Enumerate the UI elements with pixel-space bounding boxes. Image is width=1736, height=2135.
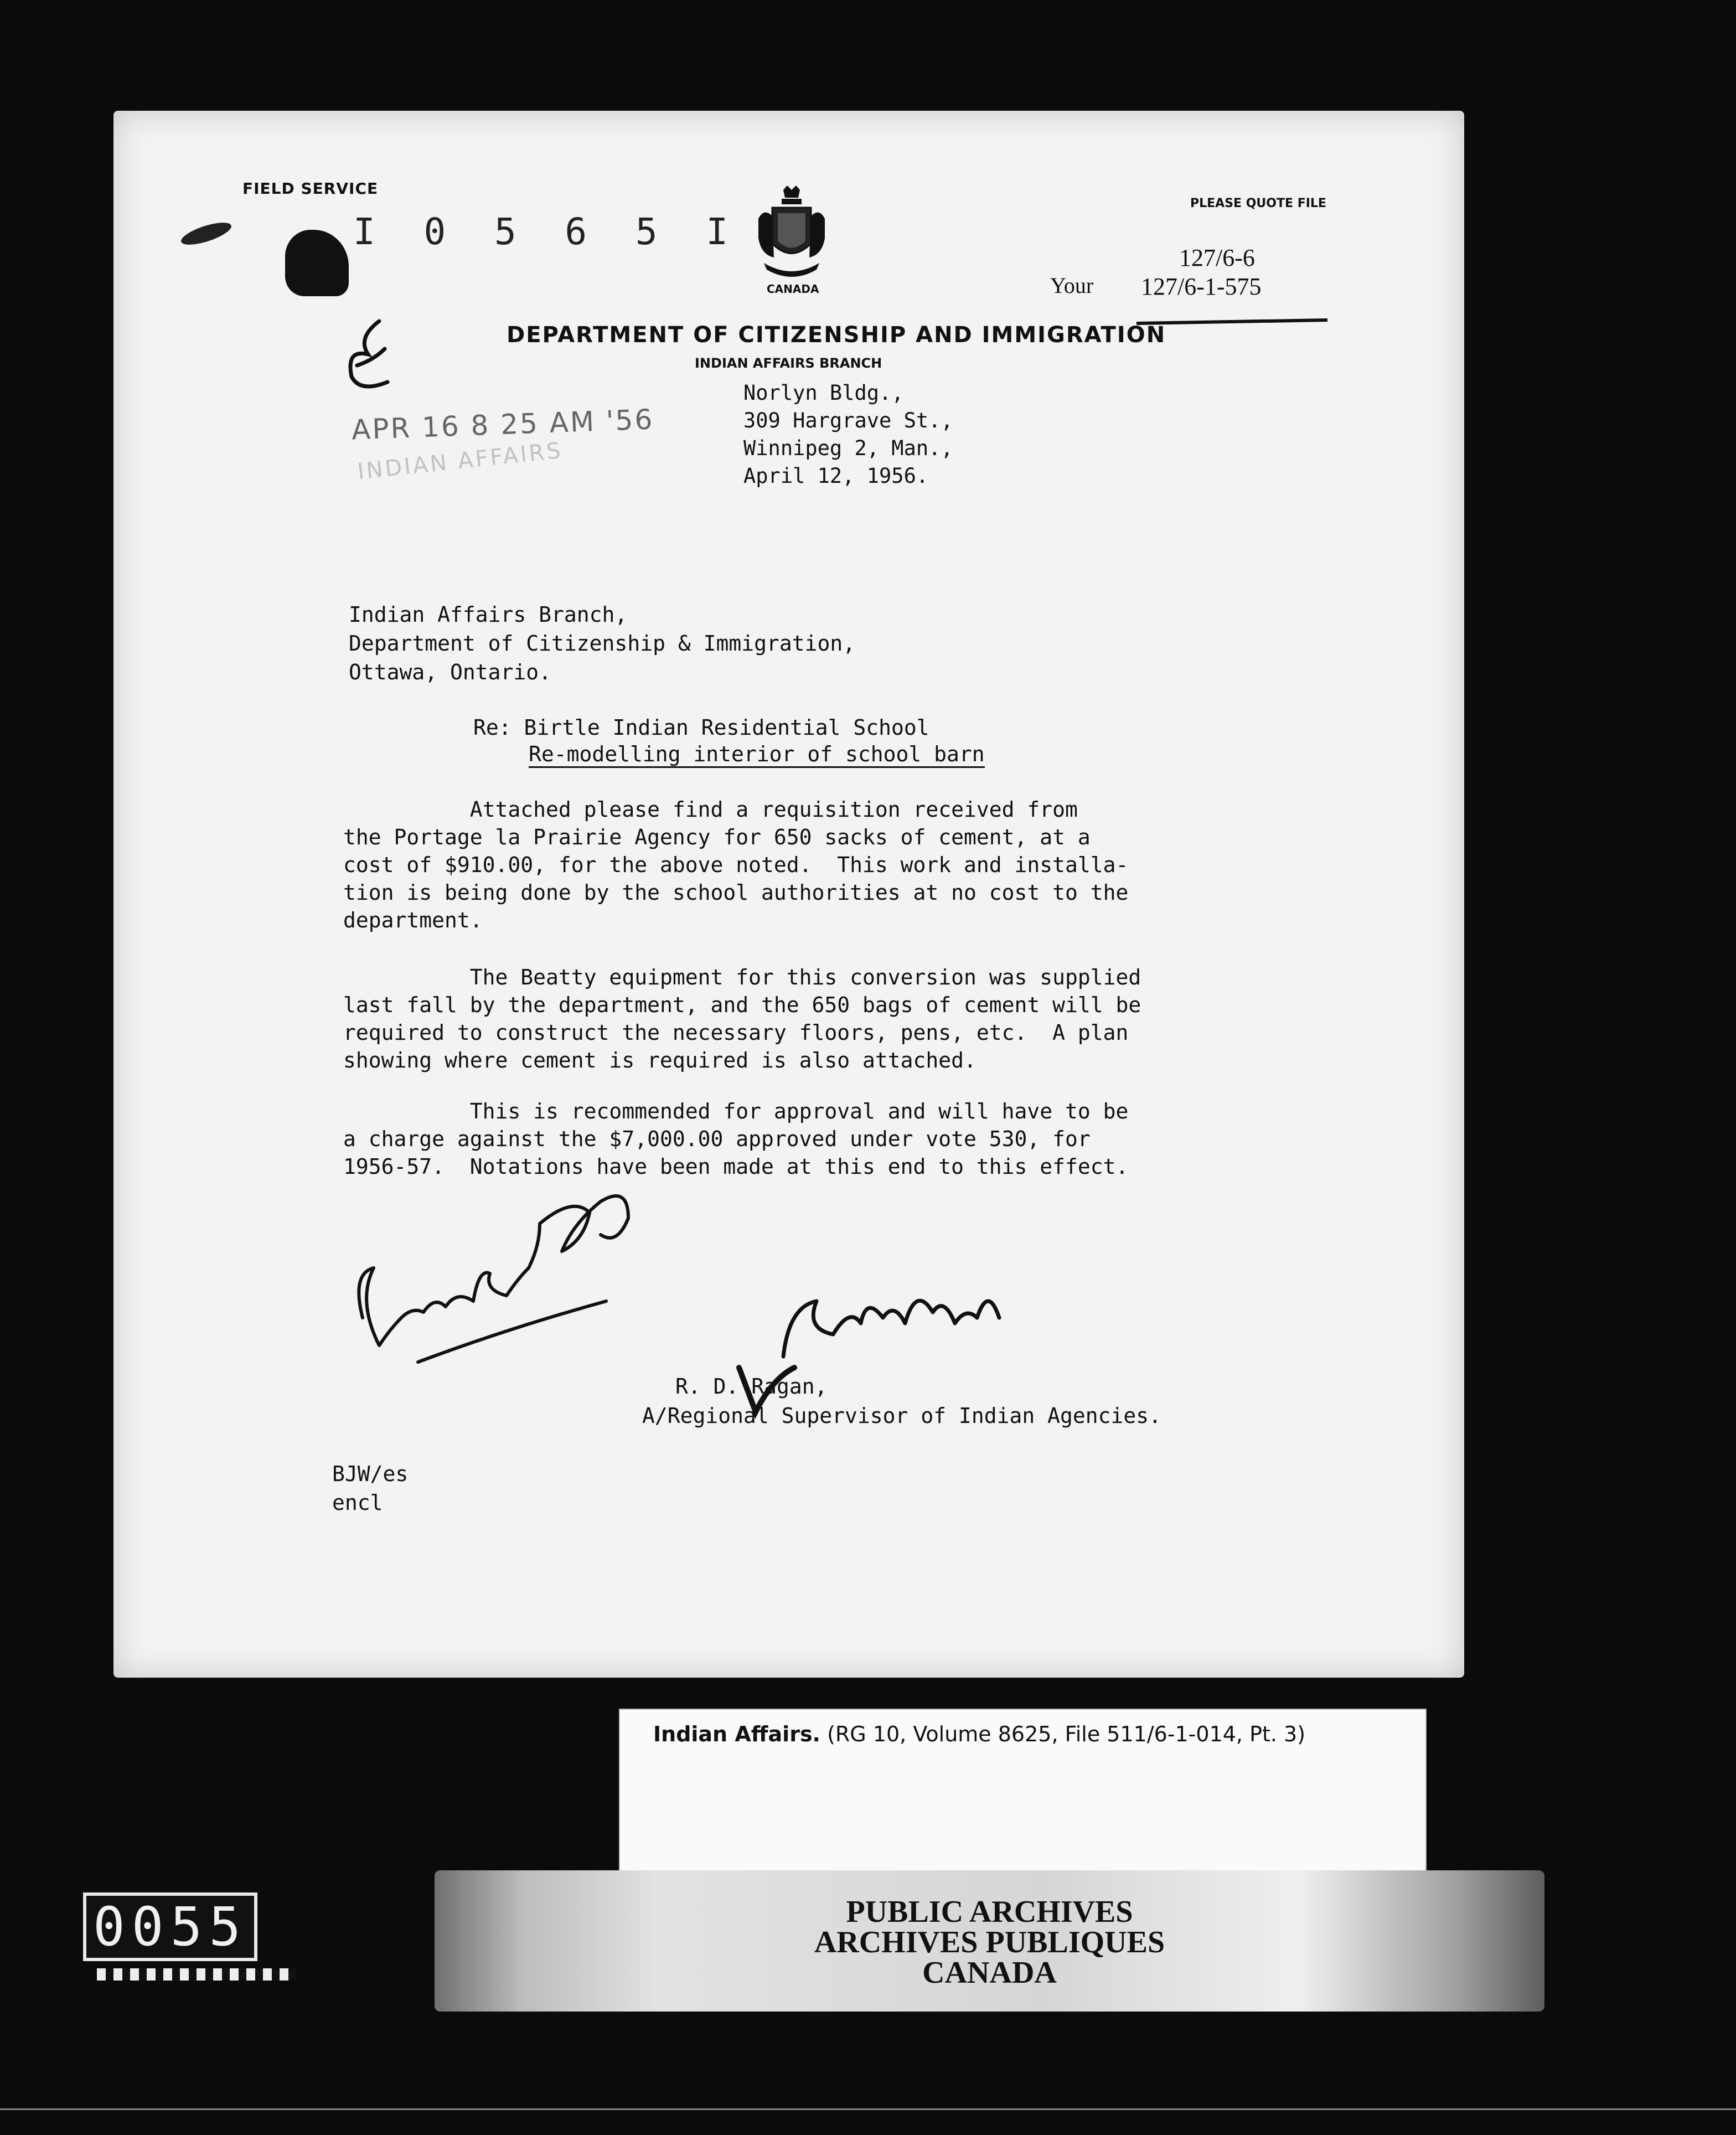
film-sprocket-holes bbox=[97, 1968, 296, 1981]
initials-line-1: BJW/es bbox=[332, 1462, 409, 1486]
signatory-title: A/Regional Supervisor of Indian Agencies. bbox=[642, 1404, 1161, 1428]
archives-line-1: PUBLIC ARCHIVES bbox=[846, 1895, 1133, 1929]
address-line-3: Winnipeg 2, Man., bbox=[743, 436, 953, 460]
address-line-2: 309 Hargrave St., bbox=[743, 409, 953, 432]
handwritten-initial-mark bbox=[335, 316, 407, 410]
letter-date: April 12, 1956. bbox=[743, 464, 929, 488]
handwritten-annotation bbox=[340, 1163, 839, 1384]
file-number-stamp: I 0 5 6 5 I bbox=[353, 210, 742, 253]
body-paragraph-1 bbox=[343, 796, 1128, 934]
letter-page bbox=[113, 111, 1464, 1678]
recipient-line-2: Department of Citizenship & Immigration, bbox=[349, 631, 856, 656]
archives-strip bbox=[435, 1870, 1544, 2012]
body-line: required to construct the necessary floors, pens, etc. A plan bbox=[343, 1020, 1129, 1045]
body-line: last fall by the department, and the 650 bags of cement will be bbox=[343, 993, 1141, 1017]
signatory-name: R. D. Ragan, bbox=[675, 1374, 828, 1399]
address-line-1: Norlyn Bldg., bbox=[743, 381, 904, 405]
initials-line-2: encl bbox=[332, 1491, 383, 1515]
body-line: showing where cement is required is also attached. bbox=[343, 1048, 976, 1072]
canada-coat-of-arms-icon bbox=[753, 185, 830, 285]
your-file-number: 127/6-1-575 bbox=[1141, 273, 1262, 300]
archive-reference-bold: Indian Affairs. bbox=[653, 1722, 820, 1746]
archives-line-3: CANADA bbox=[922, 1956, 1057, 1990]
recipient-line-3: Ottawa, Ontario. bbox=[349, 660, 552, 684]
body-line: This is recommended for approval and will have to be bbox=[343, 1099, 1129, 1123]
body-line: the Portage la Prairie Agency for 650 sacks of cement, at a bbox=[343, 825, 1091, 849]
archives-line-2: ARCHIVES PUBLIQUES bbox=[814, 1925, 1165, 1959]
subject-line-1: Re: Birtle Indian Residential School bbox=[473, 715, 929, 740]
body-line: department. bbox=[343, 908, 483, 932]
branch-title: INDIAN AFFAIRS BRANCH bbox=[695, 355, 882, 371]
ink-blot bbox=[285, 230, 349, 296]
received-date-stamp: APR 16 8 25 AM '56 bbox=[351, 403, 655, 446]
body-line: cost of $910.00, for the above noted. This work and installa- bbox=[343, 853, 1129, 877]
field-service-label: FIELD SERVICE bbox=[242, 179, 379, 198]
body-paragraph-2 bbox=[343, 963, 1141, 1074]
our-file-number: 127/6-6 bbox=[1179, 244, 1255, 271]
recipient-line-1: Indian Affairs Branch, bbox=[349, 602, 628, 627]
microfilm-frame-number: 0055 bbox=[83, 1892, 257, 1961]
film-edge-line bbox=[0, 2108, 1736, 2110]
archive-reference-text bbox=[653, 1722, 1305, 1746]
body-line: 1956-57. Notations have been made at this end to this effect. bbox=[343, 1154, 1129, 1179]
your-file-label: Your bbox=[1050, 273, 1094, 298]
body-line: The Beatty equipment for this conversion was supplied bbox=[343, 965, 1141, 989]
body-line: a charge against the $7,000.00 approved under vote 530, for bbox=[343, 1127, 1091, 1151]
body-line: tion is being done by the school authorities at no cost to the bbox=[343, 880, 1129, 905]
ink-smudge bbox=[179, 218, 234, 249]
subject-line-2: Re-modelling interior of school barn bbox=[529, 742, 985, 768]
signature-mark bbox=[767, 1273, 1055, 1373]
department-title: DEPARTMENT OF CITIZENSHIP AND IMMIGRATION bbox=[507, 322, 1166, 348]
please-quote-file-label: PLEASE QUOTE FILE bbox=[1190, 197, 1326, 210]
received-stamp-faded: INDIAN AFFAIRS bbox=[356, 437, 564, 485]
body-line: Attached please find a requisition received from bbox=[343, 797, 1078, 822]
archive-reference-rest: (RG 10, Volume 8625, File 511/6-1-014, Pt. 3) bbox=[820, 1722, 1306, 1746]
canada-label: CANADA bbox=[767, 282, 819, 296]
